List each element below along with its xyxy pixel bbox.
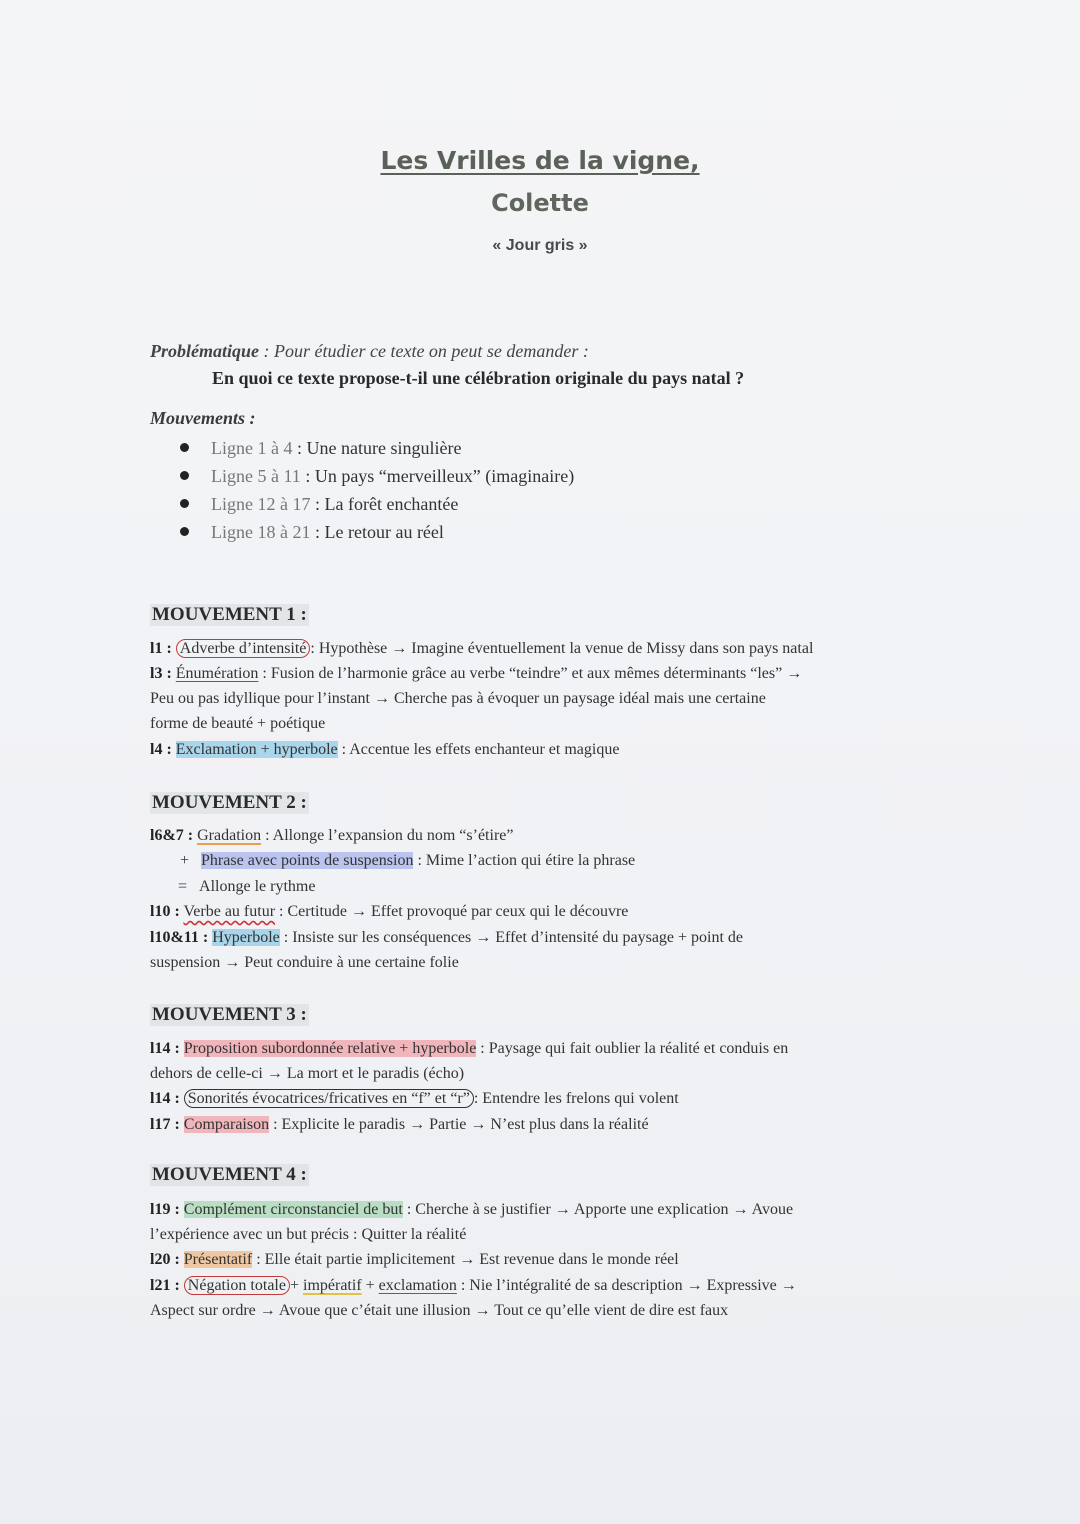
note-line: = Allonge le rythme [178,878,316,895]
note-line: l4 : Exclamation + hyperbole : Accentue les effets enchanteur et magique [150,741,620,758]
problematique [150,341,589,362]
list-item: Ligne 1 à 4 : Une nature singulière [180,436,574,464]
problematique-intro: : Pour étudier ce texte on peut se demander : [259,341,589,361]
note-line: l21 : Négation totale + impératif + exclamation : Nie l’intégralité de sa description → Expressive → [150,1277,797,1294]
document-title: Les Vrilles de la vigne, [380,146,700,175]
note-line: Aspect sur ordre → Avoue que c’était une illusion → Tout ce qu’elle vient de dire est faux [150,1302,729,1319]
bullet-icon [180,499,189,508]
bullet-icon [180,527,189,536]
list-item: Ligne 18 à 21 : Le retour au réel [180,520,574,548]
section-title-m2: MOUVEMENT 2 : [152,792,307,813]
chapter-subtitle: « Jour gris » [492,237,588,254]
section-title-m4: MOUVEMENT 4 : [152,1164,307,1185]
mouvements-heading: Mouvements : [150,408,256,428]
list-item: Ligne 12 à 17 : La forêt enchantée [180,492,574,520]
note-line: l10&11 : Hyperbole : Insiste sur les conséquences → Effet d’intensité du paysage + point de [150,929,744,946]
note-line: l’expérience avec un but précis : Quitter la réalité [150,1226,467,1243]
list-item: Ligne 5 à 11 : Un pays “merveilleux” (imaginaire) [180,464,574,492]
note-line: l3 : Énumération : Fusion de l’harmonie grâce au verbe “teindre” et aux mêmes déterminants “les” → [150,665,803,682]
bullet-icon [180,471,189,480]
note-line: l20 : Présentatif : Elle était partie implicitement → Est revenue dans le monde réel [150,1251,679,1268]
note-line: l6&7 : Gradation : Allonge l’expansion du nom “s’étire” [150,827,514,844]
note-line: suspension → Peut conduire à une certaine folie [150,954,459,971]
problematique-question: En quoi ce texte propose-t-il une célébration originale du pays natal ? [212,368,745,388]
problematique-label: Problématique [150,341,259,361]
section-title-m3: MOUVEMENT 3 : [152,1004,307,1025]
note-line: Peu ou pas idyllique pour l’instant → Cherche pas à évoquer un paysage idéal mais une certaine [150,690,766,707]
note-line: l14 : Sonorités évocatrices/fricatives en “f” et “r” : Entendre les frelons qui volent [150,1090,679,1107]
author-name: Colette [491,189,589,217]
note-line: + Phrase avec points de suspension : Mime l’action qui étire la phrase [180,852,636,869]
note-line: forme de beauté + poétique [150,715,326,732]
note-line: l14 : Proposition subordonnée relative + hyperbole : Paysage qui fait oublier la réalité et conduis en [150,1040,789,1057]
bullet-icon [180,443,189,452]
note-line: l19 : Complément circonstanciel de but : Cherche à se justifier → Apporte une explication → Avoue [150,1201,794,1218]
note-line: l17 : Comparaison : Explicite le paradis → Partie → N’est plus dans la réalité [150,1116,649,1133]
mouvements-list [180,436,574,548]
note-line: l1 : Adverbe d’intensité : Hypothèse → Imagine éventuellement la venue de Missy dans son pays natal [150,640,814,657]
note-line: dehors de celle-ci → La mort et le paradis (écho) [150,1065,465,1082]
note-line: l10 : Verbe au futur : Certitude → Effet provoqué par ceux qui le découvre [150,903,629,920]
section-title-m1: MOUVEMENT 1 : [152,604,307,625]
